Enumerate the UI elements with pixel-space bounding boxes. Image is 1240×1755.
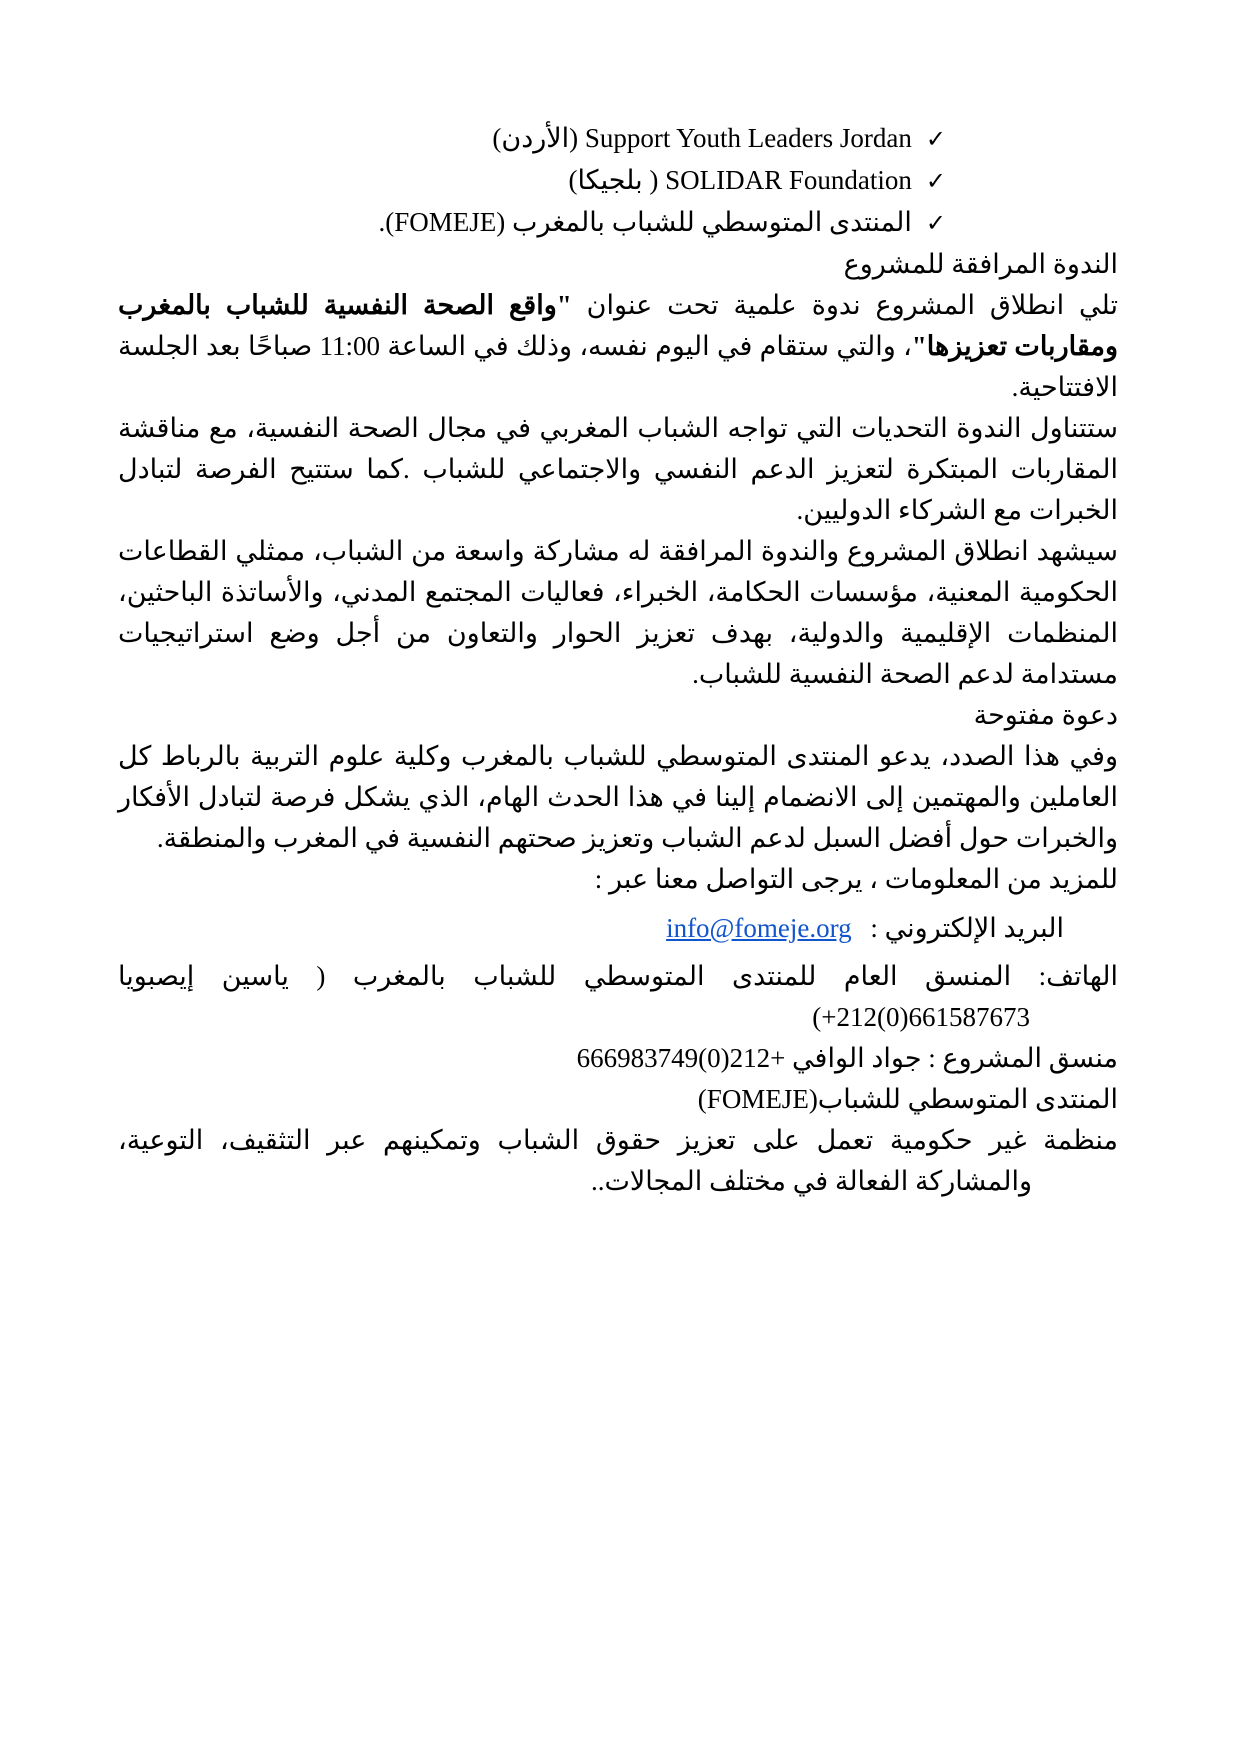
email-label: البريد الإلكتروني : (863, 913, 1064, 943)
bullet-text: المنتدى المتوسطي للشباب بالمغرب (FOMEJE). (378, 207, 912, 237)
email-line (118, 900, 1118, 956)
checkmark-icon: ✓ (925, 167, 946, 195)
checkmark-icon: ✓ (925, 125, 946, 153)
bullet-text: SOLIDAR Foundation ( بلجيكا) (568, 165, 912, 195)
project-coordinator-line: منسق المشروع : جواد الوافي +212(0)666983749 (576, 1043, 1118, 1073)
document-content (118, 118, 1118, 1202)
organization-name-line: المنتدى المتوسطي للشباب(FOMEJE) (697, 1084, 1118, 1114)
organization-description-line1: منظمة غير حكومية تعمل على تعزيز حقوق الشباب وتمكينهم عبر التثقيف، التوعية، (118, 1125, 1118, 1155)
phone-contact-line: الهاتف: المنسق العام للمنتدى المتوسطي للشباب بالمغرب ( ياسين إيصبويا (118, 961, 1118, 991)
paragraph-invitation: وفي هذا الصدد، يدعو المنتدى المتوسطي للشباب بالمغرب وكلية علوم التربية بالرباط كل العاملين والمهتمين إلى الانضمام إلينا في هذا الحدث الهام، الذي يشكل فرصة لتبادل الأفكار والخبرات حول أفضل السبل لدعم الشباب وتعزيز صحتهم النفسية في المغرب والمنطقة. (118, 741, 1118, 853)
seminar-title-bold: "واقع الصحة النفسية للشباب بالمغرب ومقاربات تعزيزها" (118, 290, 1118, 361)
phone-number-line: (+212(0)661587673 (812, 1002, 1030, 1032)
email-link[interactable]: info@fomeje.org (666, 913, 852, 943)
checkmark-icon: ✓ (925, 209, 946, 237)
paragraph-seminar-intro (118, 285, 1118, 408)
seminar-intro-post: ، والتي ستقام في اليوم نفسه، وذلك في الساعة 11:00 صباحًا بعد الجلسة الافتتاحية. (118, 331, 1118, 402)
seminar-section-heading: الندوة المرافقة للمشروع (843, 249, 1118, 279)
bullet-text: Support Youth Leaders Jordan (الأردن) (492, 123, 912, 153)
contact-intro-line: للمزيد من المعلومات ، يرجى التواصل معنا عبر : (594, 864, 1118, 894)
paragraph-participation: سيشهد انطلاق المشروع والندوة المرافقة له مشاركة واسعة من الشباب، ممثلي القطاعات الحكومية المعنية، مؤسسات الحكامة، الخبراء، فعاليات المجتمع المدني، والأساتذة الباحثين، المنظمات الإقليمية والدولية، بهدف تعزيز الحوار والتعاون من أجل وضع استراتيجيات مستدامة لدعم الصحة النفسية للشباب. (118, 536, 1118, 689)
bullet-item-solidar-foundation (118, 160, 946, 202)
bullet-item-support-youth-leaders (118, 118, 946, 160)
open-invitation-heading: دعوة مفتوحة (973, 700, 1118, 730)
bullet-item-fomeje (118, 202, 946, 244)
seminar-intro-pre: تلي انطلاق المشروع ندوة علمية تحت عنوان (571, 290, 1118, 320)
organization-description-line2: والمشاركة الفعالة في مختلف المجالات.. (590, 1166, 1032, 1196)
paragraph-seminar-topics: ستتناول الندوة التحديات التي تواجه الشباب المغربي في مجال الصحة النفسية، مع مناقشة المقاربات المبتكرة لتعزيز الدعم النفسي والاجتماعي للشباب .كما ستتيح الفرصة لتبادل الخبرات مع الشركاء الدوليين. (118, 413, 1118, 525)
